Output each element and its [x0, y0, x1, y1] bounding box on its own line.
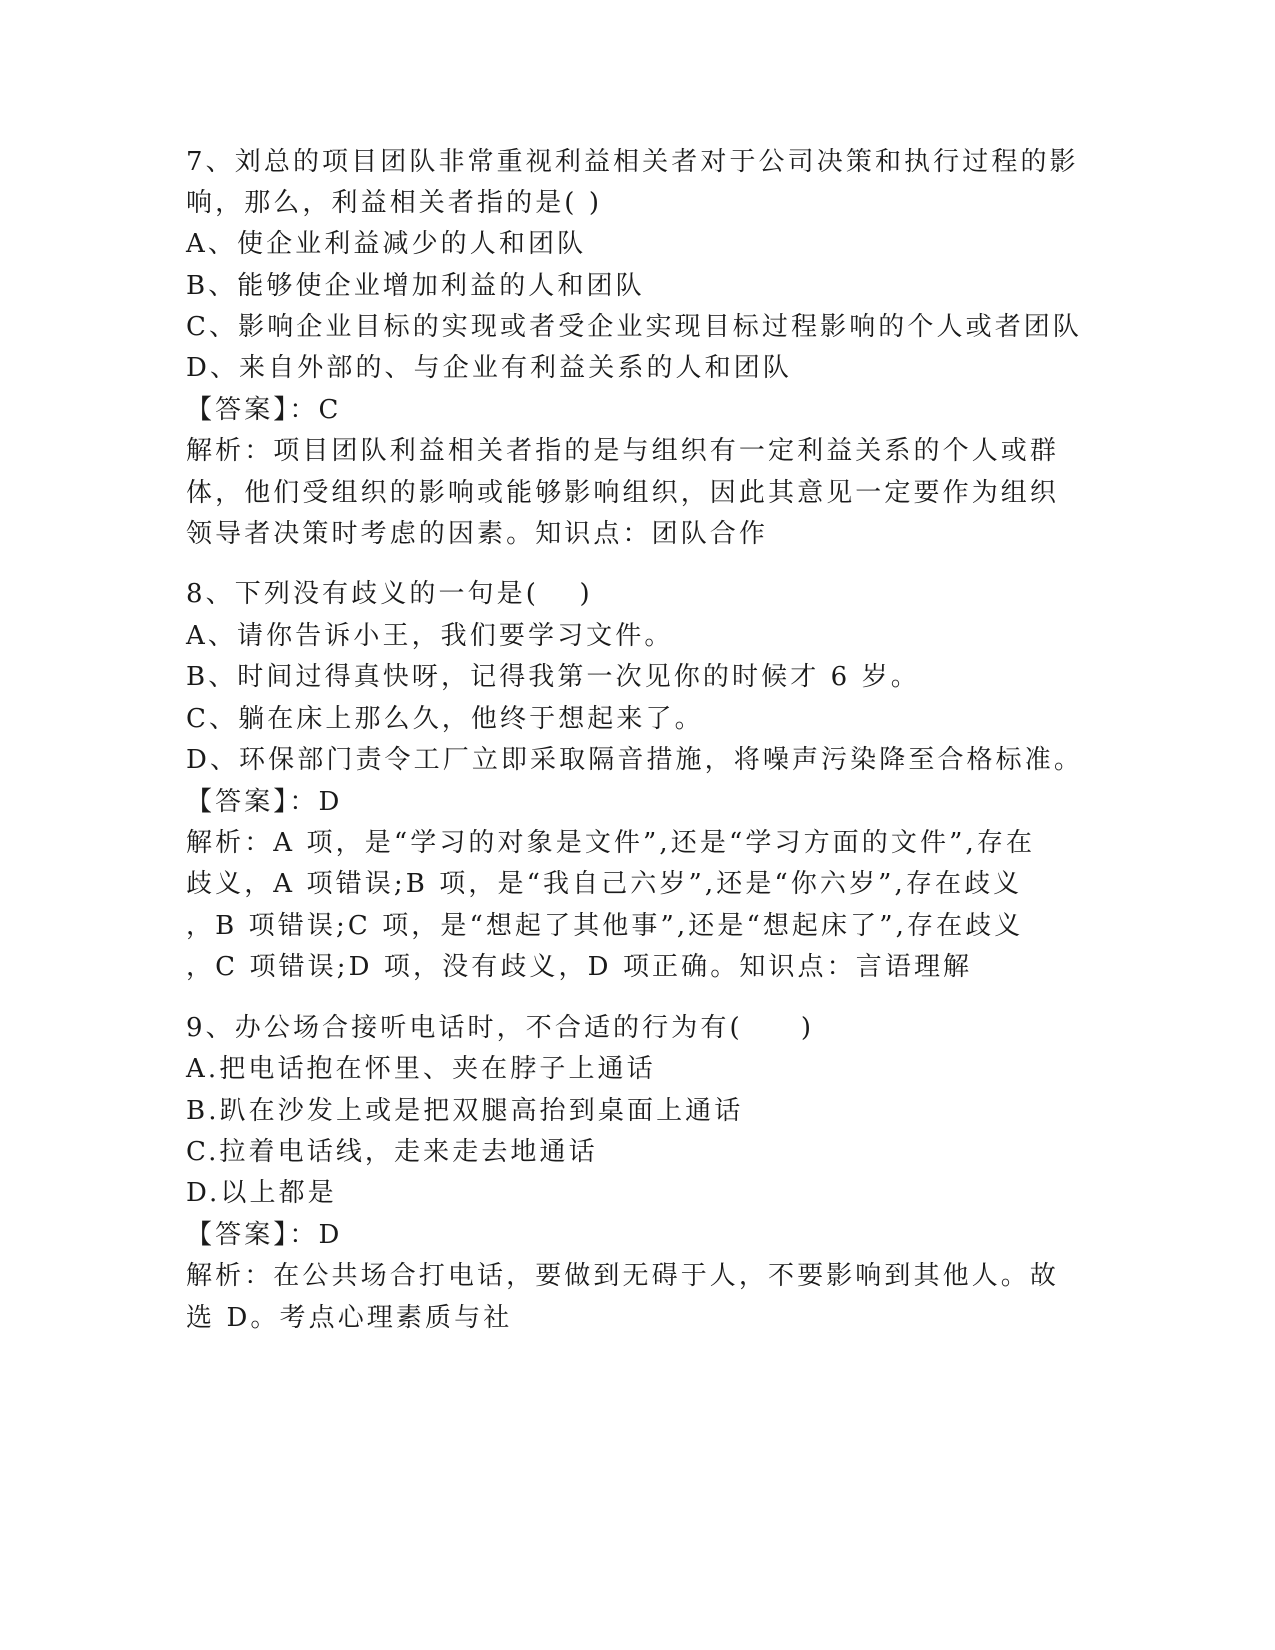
option-b: B.趴在沙发上或是把双腿高抬到桌面上通话	[186, 1096, 744, 1126]
analysis-line: 解析：A 项，是“学习的对象是文件”,还是“学习方面的文件”,存在	[186, 828, 1036, 858]
answer-line: 【答案】：D	[186, 787, 343, 817]
analysis-line: 领导者决策时考虑的因素。知识点：团队合作	[186, 519, 769, 549]
option-b: B、时间过得真快呀，记得我第一次见你的时候才 6 岁。	[186, 662, 920, 692]
option-a: A.把电话抱在怀里、夹在脖子上通话	[186, 1054, 656, 1084]
option-c: C、影响企业目标的实现或者受企业实现目标过程影响的个人或者团队	[186, 312, 1082, 342]
question-stem: 响，那么，利益相关者指的是( )	[186, 188, 603, 218]
option-d: D、环保部门责令工厂立即采取隔音措施，将噪声污染降至合格标准。	[186, 745, 1083, 775]
question-stem: 8、下列没有歧义的一句是( )	[186, 579, 593, 609]
option-d: D、来自外部的、与企业有利益关系的人和团队	[186, 353, 792, 383]
option-a: A、使企业利益减少的人和团队	[186, 229, 587, 259]
option-b: B、能够使企业增加利益的人和团队	[186, 271, 645, 301]
analysis-line: 解析：在公共场合打电话，要做到无碍于人，不要影响到其他人。故	[186, 1261, 1060, 1291]
answer-line: 【答案】：D	[186, 1220, 343, 1250]
option-a: A、请你告诉小王，我们要学习文件。	[186, 621, 674, 651]
analysis-line: 歧义，A 项错误;B 项，是“我自己六岁”,还是“你六岁”,存在歧义	[186, 869, 1023, 899]
analysis-line: 解析：项目团队利益相关者指的是与组织有一定利益关系的个人或群	[186, 436, 1060, 466]
question-stem: 7、刘总的项目团队非常重视利益相关者对于公司决策和执行过程的影	[186, 147, 1079, 177]
analysis-line: 选 D。考点心理素质与社	[186, 1303, 513, 1333]
answer-line: 【答案】：C	[186, 395, 342, 425]
option-c: C、躺在床上那么久，他终于想起来了。	[186, 704, 704, 734]
analysis-line: 体，他们受组织的影响或能够影响组织，因此其意见一定要作为组织	[186, 478, 1060, 508]
analysis-line: ，C 项错误;D 项，没有歧义，D 项正确。知识点：言语理解	[186, 952, 973, 982]
question-stem: 9、办公场合接听电话时，不合适的行为有( )	[186, 1013, 815, 1043]
option-c: C.拉着电话线，走来走去地通话	[186, 1137, 598, 1167]
analysis-line: ，B 项错误;C 项，是“想起了其他事”,还是“想起床了”,存在歧义	[186, 911, 1024, 941]
option-d: D.以上都是	[186, 1178, 337, 1208]
